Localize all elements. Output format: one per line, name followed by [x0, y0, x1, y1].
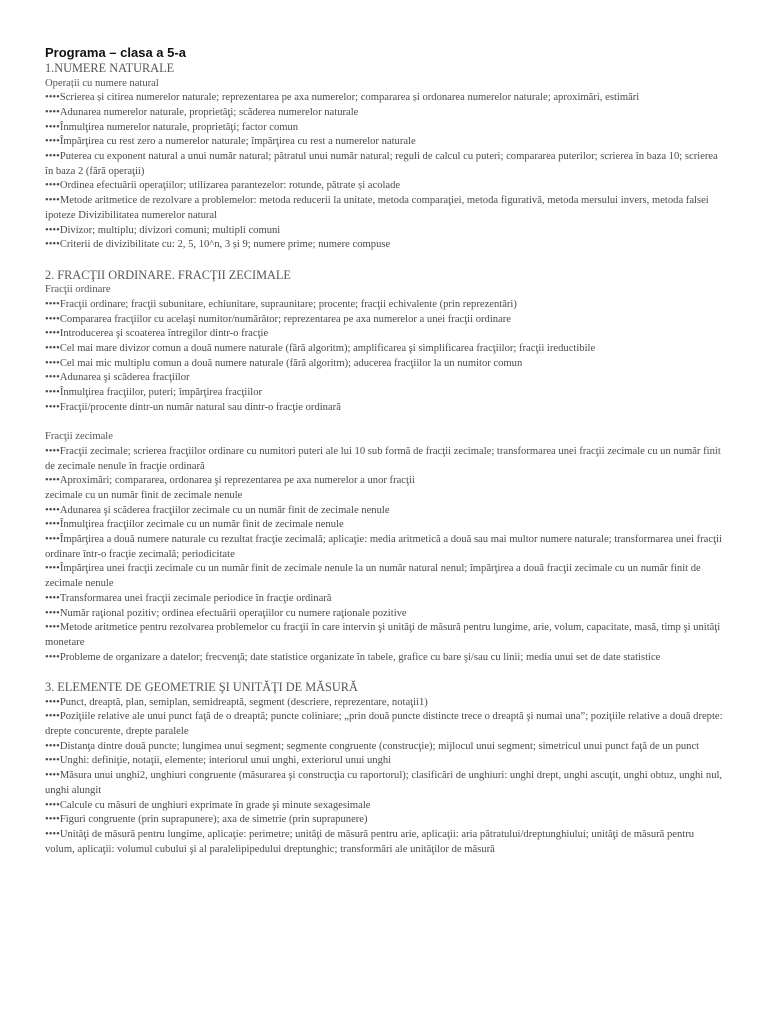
list-item: ••••Divizor; multiplu; divizori comuni; multipli comuni [45, 224, 281, 236]
section-heading: 1.NUMERE NATURALE [45, 61, 175, 75]
list-item: ••••Fracţii zecimale; scrierea fracţiilor ordinare cu numitori puteri ale lui 10 sub formă de fracţii zecimale; transformarea unei fracţii zecimale cu un număr finit de zecimale nenule în fracţie ordinară [45, 445, 721, 472]
list-item: ••••Figuri congruente (prin suprapunere); axa de simetrie (prin suprapunere) [45, 814, 368, 826]
list-item: ••••Scrierea și citirea numerelor naturale; reprezentarea pe axa numerelor; compararea și ordonarea numerelor naturale; aproximări, estimări [45, 92, 640, 104]
list-item: ••••Criterii de divizibilitate cu: 2, 5, 10^n, 3 și 9; numere prime; numere compuse [45, 239, 391, 251]
list-item: ••••Fracţii/procente dintr-un număr natural sau dintr-o fracţie ordinară [45, 401, 341, 413]
list-item: ••••Cel mai mic multiplu comun a două numere naturale (fără algoritm); aducerea fracţiilor la un numitor comun [45, 357, 523, 369]
section-2 [45, 268, 725, 666]
list-item: ••••Probleme de organizare a datelor; frecvenţă; date statistice organizate în tabele, grafice cu bare şi/sau cu linii; media unui set de date statistice [45, 651, 661, 663]
list-item: ••••Înmulţirea fracţiilor, puteri; împărţirea fracţiilor [45, 387, 263, 399]
list-item: ••••Introducerea şi scoaterea întregilor dintr-o fracţie [45, 328, 269, 340]
list-item: ••••Împărţirea unei fracţii zecimale cu un număr finit de zecimale nenule la un număr natural nenul; împărţirea a două fracţii zecimale cu un număr finit de zecimale nenule [45, 563, 701, 590]
list-item: ••••Înmulţirea fracţiilor zecimale cu un număr finit de zecimale nenule [45, 519, 344, 531]
list-item: ••••Adunarea şi scăderea fracţiilor zecimale cu un număr finit de zecimale nenule [45, 504, 390, 516]
list-item: ••••Înmulţirea numerelor naturale, proprietăţi; factor comun [45, 121, 299, 133]
section-heading: 3. ELEMENTE DE GEOMETRIE ŞI UNITĂŢI DE MĂSURĂ [45, 680, 358, 695]
list-item: ••••Puterea cu exponent natural a unui număr natural; pătratul unui număr natural; reguli de calcul cu puteri; compararea puterilor; scrierea în baza 10; scrierea în baza 2 (fără operaţii) [45, 151, 718, 177]
list-item: ••••Metode aritmetice pentru rezolvarea problemelor cu fracţii în care intervin şi unităţi de măsură pentru lungime, arie, volum, capacitate, masă, timp şi unităţi monetare [45, 622, 721, 648]
section-1 [45, 61, 725, 253]
list-item: ••••Adunarea şi scăderea fracţiilor [45, 372, 190, 384]
list-item: ••••Compararea fracţiilor cu acelaşi numitor/numărător; reprezentarea pe axa numerelor a unei fracţii ordinare [45, 313, 512, 325]
spacer [45, 665, 725, 680]
list-item: ••••Poziţiile relative ale unui punct faţă de o dreaptă; puncte coliniare; „prin două puncte distincte trece o dreaptă şi numai una”; poziţiile relative a două drepte: drepte concurente, drepte paralele [45, 711, 723, 737]
list-item: ••••Măsura unui unghi2, unghiuri congruente (măsurarea şi construcţia cu raportorul); clasificări de unghiuri: unghi drept, unghi ascuţit, unghi obtuz, unghi nul, unghi alungit [45, 770, 723, 796]
list-item: zecimale cu un număr finit de zecimale nenule [45, 489, 243, 501]
list-item: ••••Împărţirea a două numere naturale cu rezultat fracţie zecimală; aplicaţie: media aritmetică a două sau mai multor numere naturale; transformarea unei fracţii ordinare într-o fracţie zecimală; periodicitate [45, 534, 722, 560]
list-item: ••••Unităţi de măsură pentru lungime, aplicaţie: perimetre; unităţi de măsură pentru arie, aplicaţii: aria pătratului/dreptunghiului; unităţi de măsură pentru volum, aplicaţii: volumul cubului şi al paralelipipedului dreptunghic; transformări ale unităţilor de măsură [45, 828, 695, 855]
spacer [45, 415, 725, 430]
spacer [45, 253, 725, 268]
list-item: ••••Metode aritmetice de rezolvare a problemelor: metoda reducerii la unitate, metoda comparaţiei, metoda figurativă, metoda mersului invers, metoda falsei ipoteze Divizibilitatea numerelor natural [45, 195, 709, 221]
section-heading: 2. FRACŢII ORDINARE. FRACŢII ZECIMALE [45, 267, 291, 282]
subsection-heading: Operații cu numere natural [45, 77, 159, 89]
list-item: ••••Ordinea efectuării operaţiilor; utilizarea parantezelor: rotunde, pătrate și acolade [45, 180, 401, 192]
list-item: ••••Punct, dreaptă, plan, semiplan, semidreaptă, segment (descriere, reprezentare, notaţii1) [45, 696, 428, 708]
list-item: ••••Cel mai mare divizor comun a două numere naturale (fără algoritm); amplificarea şi simplificarea fracţiilor; fracţii ireductibile [45, 342, 596, 354]
list-item: ••••Transformarea unei fracţii zecimale periodice în fracţie ordinară [45, 592, 332, 604]
subsection-heading: Fracţii zecimale [45, 431, 113, 443]
subsection-heading: Fracţii ordinare [45, 284, 111, 296]
list-item: ••••Calcule cu măsuri de unghiuri exprimate în grade şi minute sexagesimale [45, 799, 371, 811]
list-item: ••••Distanţa dintre două puncte; lungimea unui segment; segmente congruente (construcţie); mijlocul unui segment; simetricul unui punct faţă de un punct [45, 740, 700, 752]
list-item: ••••Unghi: definiţie, notaţii, elemente; interiorul unui unghi, exteriorul unui unghi [45, 755, 392, 767]
document-title: Programa – clasa a 5-a [45, 45, 186, 60]
list-item: ••••Aproximări; compararea, ordonarea şi reprezentarea pe axa numerelor a unor fracţii [45, 475, 415, 487]
list-item: ••••Număr raţional pozitiv; ordinea efectuării operaţiilor cu numere raţionale pozitive [45, 607, 407, 619]
list-item: ••••Adunarea numerelor naturale, proprietăţi; scăderea numerelor naturale [45, 106, 359, 118]
section-3 [45, 680, 725, 857]
list-item: ••••Fracţii ordinare; fracţii subunitare, echiunitare, supraunitare; procente; fracţii echivalente (prin reprezentări) [45, 298, 517, 310]
list-item: ••••Împărţirea cu rest zero a numerelor naturale; împărţirea cu rest a numerelor naturale [45, 136, 416, 148]
document-page [45, 44, 725, 857]
